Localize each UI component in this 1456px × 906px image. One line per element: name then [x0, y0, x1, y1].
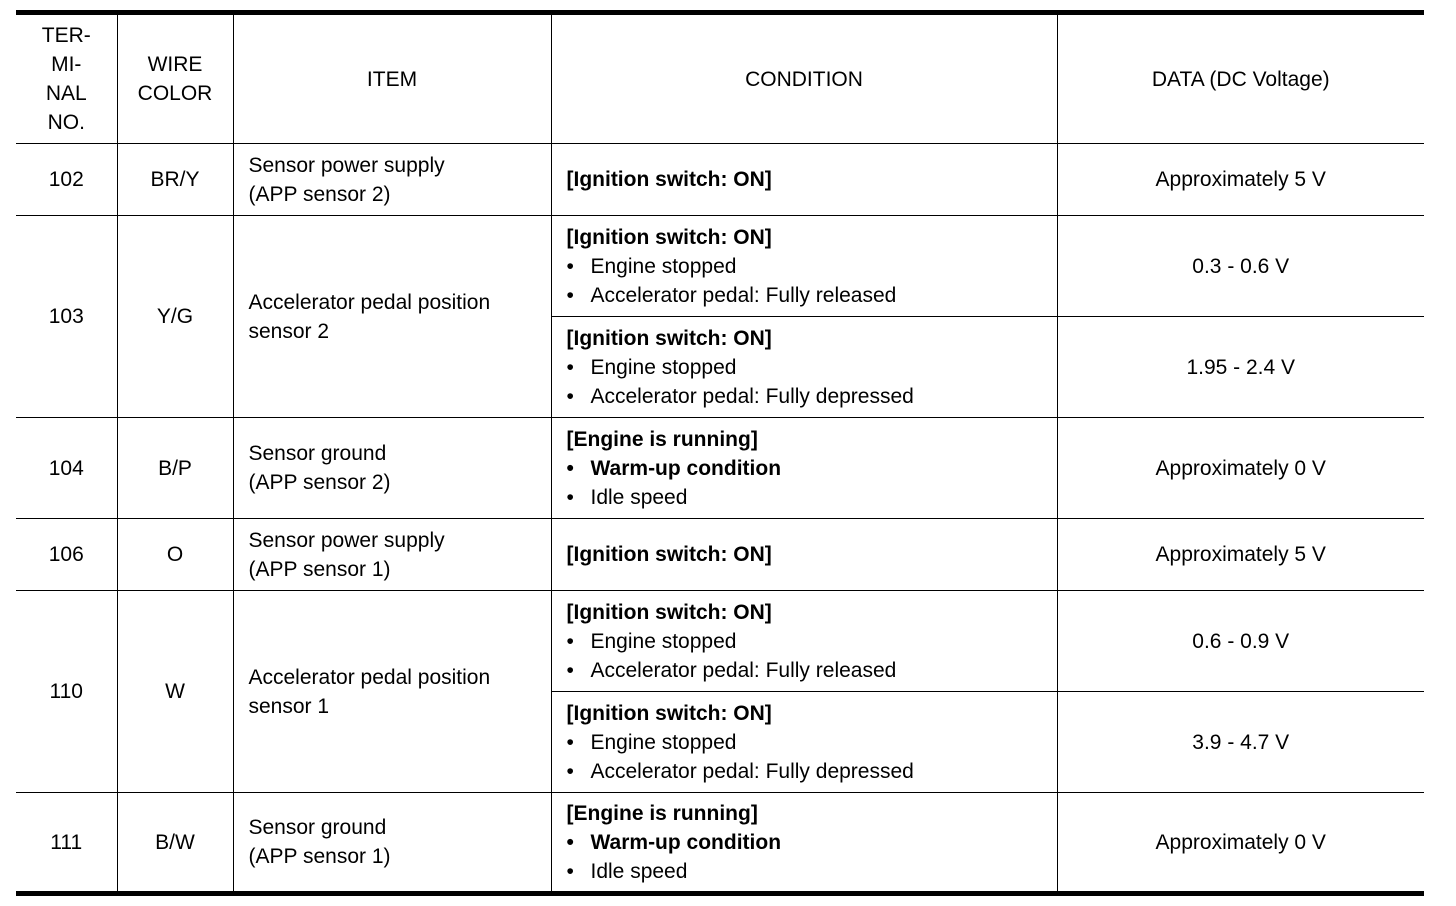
item-cell	[233, 793, 551, 894]
condition-list-item	[567, 828, 1057, 857]
wire-color-cell: Y/G	[117, 216, 233, 418]
bullet-icon: •	[566, 830, 574, 854]
condition-item-text: Idle speed	[590, 859, 688, 883]
wire-color-cell: B/W	[117, 793, 233, 894]
wire-color-cell: B/P	[117, 418, 233, 519]
item-line: sensor 2	[248, 319, 330, 343]
item-line: (APP sensor 1)	[248, 845, 391, 868]
condition-list-item	[567, 757, 1057, 786]
condition-list	[567, 454, 1057, 512]
condition-list	[567, 252, 1057, 310]
item-line: Sensor power supply	[248, 528, 445, 552]
condition-item-text: Idle speed	[590, 485, 688, 509]
condition-list	[567, 353, 1057, 411]
condition-list	[567, 627, 1057, 685]
header-terminal-line: MI-	[51, 53, 82, 76]
table-row	[16, 418, 1424, 519]
condition-heading: [Ignition switch: ON]	[566, 543, 772, 566]
dc-voltage-cell: 0.6 - 0.9 V	[1057, 591, 1424, 692]
condition-item-text: Accelerator pedal: Fully depressed	[590, 384, 914, 408]
condition-item-text: Engine stopped	[590, 254, 737, 278]
item-line: Accelerator pedal position	[248, 290, 491, 314]
terminal-no-cell: 110	[16, 591, 117, 793]
dc-voltage-cell: 1.95 - 2.4 V	[1057, 317, 1424, 418]
wire-color-cell: BR/Y	[117, 144, 233, 216]
condition-heading: [Ignition switch: ON]	[566, 326, 772, 350]
bullet-icon: •	[566, 759, 574, 783]
condition-heading: [Ignition switch: ON]	[566, 168, 772, 191]
condition-item-text: Warm-up condition	[590, 830, 782, 854]
bullet-icon: •	[566, 730, 574, 754]
condition-cell	[551, 317, 1057, 418]
condition-heading: [Engine is running]	[566, 427, 758, 451]
bullet-icon: •	[566, 658, 574, 682]
condition-cell	[551, 692, 1057, 793]
table-row	[16, 144, 1424, 216]
condition-cell	[551, 418, 1057, 519]
terminal-no-cell: 104	[16, 418, 117, 519]
dc-voltage-cell: 3.9 - 4.7 V	[1057, 692, 1424, 793]
condition-list-item	[567, 382, 1057, 411]
dc-voltage-cell: Approximately 5 V	[1057, 144, 1424, 216]
condition-heading: [Ignition switch: ON]	[566, 600, 772, 624]
table-row	[16, 519, 1424, 591]
bullet-icon: •	[566, 355, 574, 379]
header-row	[16, 13, 1424, 144]
condition-heading: [Ignition switch: ON]	[566, 225, 772, 249]
item-cell	[233, 144, 551, 216]
item-cell	[233, 519, 551, 591]
item-cell	[233, 216, 551, 418]
condition-list	[567, 728, 1057, 786]
header-terminal-line: NO.	[47, 111, 85, 134]
condition-list-item	[567, 857, 1057, 886]
condition-item-text: Accelerator pedal: Fully released	[590, 283, 897, 307]
bullet-icon: •	[566, 485, 574, 509]
header-wire-color	[117, 13, 233, 144]
item-line: Accelerator pedal position	[248, 665, 491, 689]
item-line: (APP sensor 2)	[248, 471, 391, 494]
condition-item-text: Accelerator pedal: Fully released	[590, 658, 897, 682]
terminal-no-cell: 102	[16, 144, 117, 216]
condition-item-text: Warm-up condition	[590, 456, 782, 480]
condition-list-item	[567, 483, 1057, 512]
dc-voltage-cell: Approximately 0 V	[1057, 418, 1424, 519]
item-cell	[233, 591, 551, 793]
terminal-no-cell: 106	[16, 519, 117, 591]
header-terminal-line: TER-	[41, 24, 91, 47]
item-line: sensor 1	[248, 694, 330, 718]
item-line: Sensor ground	[248, 816, 387, 839]
dc-voltage-cell: 0.3 - 0.6 V	[1057, 216, 1424, 317]
header-data: DATA (DC Voltage)	[1057, 13, 1424, 144]
dc-voltage-cell: Approximately 0 V	[1057, 793, 1424, 894]
condition-list-item	[567, 627, 1057, 656]
condition-list-item	[567, 252, 1057, 281]
condition-list-item	[567, 656, 1057, 685]
item-line: (APP sensor 1)	[248, 557, 391, 581]
condition-list-item	[567, 281, 1057, 310]
item-line: (APP sensor 2)	[248, 182, 391, 206]
bullet-icon: •	[566, 629, 574, 653]
condition-cell	[551, 144, 1057, 216]
table-row	[16, 793, 1424, 894]
dc-voltage-cell: Approximately 5 V	[1057, 519, 1424, 591]
bullet-icon: •	[566, 859, 574, 883]
condition-item-text: Engine stopped	[590, 730, 737, 754]
condition-list	[567, 828, 1057, 886]
table-row	[16, 591, 1424, 692]
wire-color-cell: O	[117, 519, 233, 591]
condition-item-text: Engine stopped	[590, 355, 737, 379]
wire-color-cell: W	[117, 591, 233, 793]
condition-cell	[551, 216, 1057, 317]
condition-item-text: Accelerator pedal: Fully depressed	[590, 759, 914, 783]
condition-list-item	[567, 728, 1057, 757]
terminal-no-cell: 111	[16, 793, 117, 894]
header-terminal-no	[16, 13, 117, 144]
condition-heading: [Engine is running]	[566, 801, 758, 825]
table-row	[16, 216, 1424, 317]
header-wire-line: COLOR	[137, 82, 213, 105]
bullet-icon: •	[566, 283, 574, 307]
header-terminal-line: NAL	[45, 82, 87, 105]
condition-cell	[551, 591, 1057, 692]
terminal-data-table	[16, 10, 1424, 896]
bullet-icon: •	[566, 384, 574, 408]
item-line: Sensor ground	[248, 442, 387, 465]
bullet-icon: •	[566, 254, 574, 278]
condition-list-item	[567, 353, 1057, 382]
item-cell	[233, 418, 551, 519]
terminal-no-cell: 103	[16, 216, 117, 418]
condition-cell	[551, 793, 1057, 894]
condition-list-item	[567, 454, 1057, 483]
header-item: ITEM	[233, 13, 551, 144]
condition-cell	[551, 519, 1057, 591]
bullet-icon: •	[566, 456, 574, 480]
header-wire-line: WIRE	[147, 53, 203, 76]
condition-item-text: Engine stopped	[590, 629, 737, 653]
item-line: Sensor power supply	[248, 153, 445, 177]
condition-heading: [Ignition switch: ON]	[566, 701, 772, 725]
header-condition: CONDITION	[551, 13, 1057, 144]
